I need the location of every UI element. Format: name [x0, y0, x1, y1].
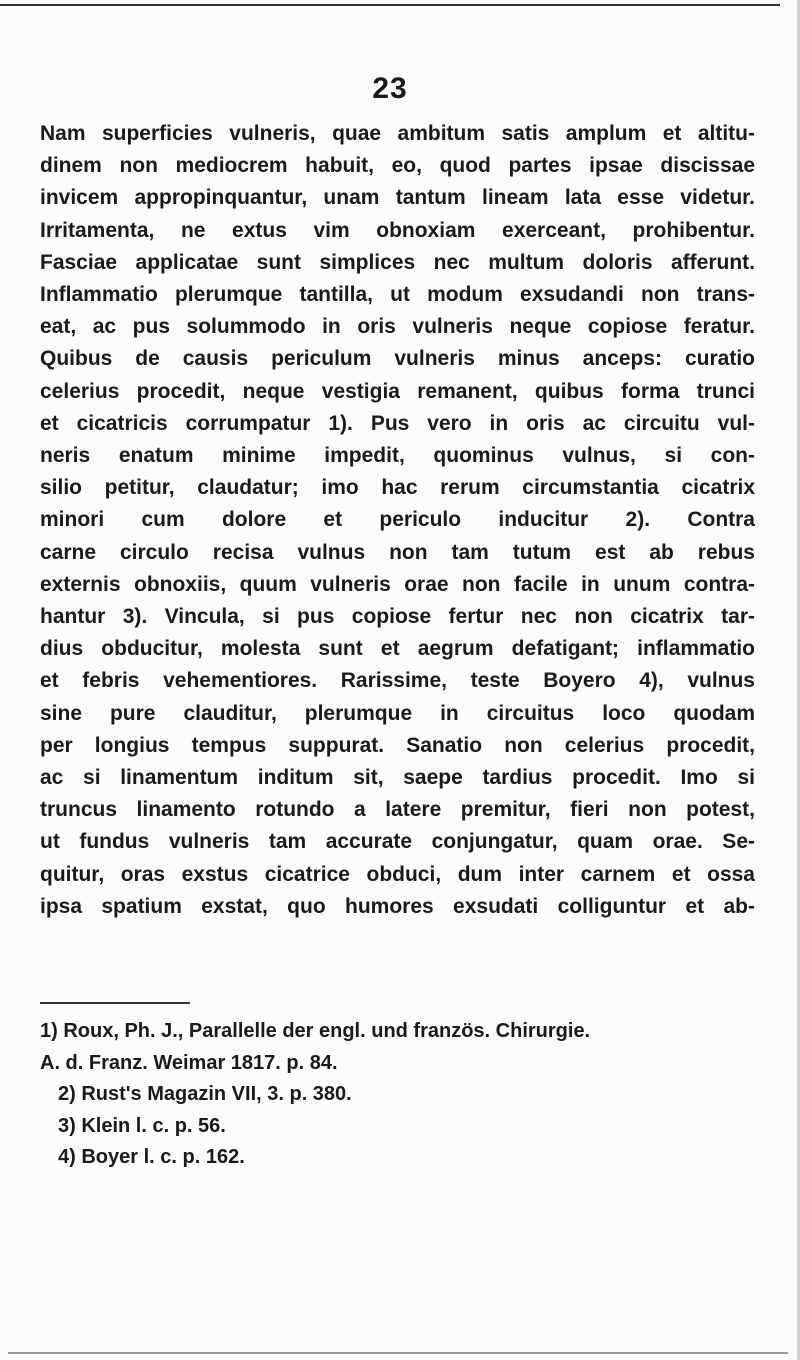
body-line: ipsa spatium exstat, quo humores exsudati colliguntur et ab-: [40, 894, 755, 918]
top-edge-rule: [0, 4, 780, 6]
footnote-item: 2) Rust's Magazin VII, 3. p. 380.: [58, 1083, 352, 1105]
body-line: Nam superficies vulneris, quae ambitum satis amplum et altitu-: [40, 122, 755, 145]
footnotes: [40, 1016, 760, 1174]
body-line: ut fundus vulneris tam accurate conjungatur, quam orae. Se-: [40, 830, 755, 854]
body-line: Fasciae applicatae sunt simplices nec multum doloris afferunt.: [40, 250, 755, 274]
body-line: carne circulo recisa vulnus non tam tutum est ab rebus: [40, 540, 755, 564]
body-line: celerius procedit, neque vestigia remanent, quibus forma trunci: [40, 379, 755, 403]
body-line: silio petitur, claudatur; imo hac rerum circumstantia cicatrix: [40, 476, 755, 500]
body-line: quitur, oras exstus cicatrice obduci, dum inter carnem et ossa: [40, 862, 755, 886]
footnote-item: 3) Klein l. c. p. 56.: [58, 1114, 226, 1137]
body-line: minori cum dolore et periculo inducitur 2). Contra: [40, 508, 755, 532]
bottom-edge-rule: [8, 1352, 788, 1354]
footnote-item: A. d. Franz. Weimar 1817. p. 84.: [40, 1051, 338, 1074]
body-line: externis obnoxiis, quum vulneris orae non facile in unum contra-: [40, 572, 755, 596]
body-line: sine pure clauditur, plerumque in circuitus loco quodam: [40, 701, 755, 725]
footnote-item: 4) Boyer l. c. p. 162.: [58, 1146, 245, 1168]
body-text: [40, 118, 755, 923]
body-line: truncus linamento rotundo a latere premitur, fieri non potest,: [40, 798, 755, 822]
body-line: per longius tempus suppurat. Sanatio non celerius procedit,: [40, 733, 755, 757]
body-line: Quibus de causis periculum vulneris minus anceps: curatio: [40, 347, 755, 371]
page-number: 23: [372, 72, 408, 105]
body-line: ac si linamentum inditum sit, saepe tardius procedit. Imo si: [40, 766, 755, 790]
body-line: dinem non mediocrem habuit, eo, quod partes ipsae discissae: [40, 154, 755, 178]
body-line: et febris vehementiores. Rarissime, teste Boyero 4), vulnus: [40, 669, 755, 693]
body-line: eat, ac pus solummodo in oris vulneris neque copiose feratur.: [40, 315, 755, 339]
footnote-item: 1) Roux, Ph. J., Parallelle der engl. und französ. Chirurgie.: [40, 1020, 591, 1042]
body-line: neris enatum minime impedit, quominus vulnus, si con-: [40, 444, 755, 468]
footnote-divider: [40, 1002, 190, 1004]
body-line: Irritamenta, ne extus vim obnoxiam exerceant, prohibentur.: [40, 218, 755, 242]
body-line: invicem appropinquantur, unam tantum lineam lata esse videtur.: [40, 186, 755, 210]
body-line: hantur 3). Vincula, si pus copiose fertur nec non cicatrix tar-: [40, 605, 755, 629]
body-line: dius obducitur, molesta sunt et aegrum defatigant; inflammatio: [40, 637, 755, 661]
body-line: Inflammatio plerumque tantilla, ut modum exsudandi non trans-: [40, 283, 755, 307]
body-line: et cicatricis corrumpatur 1). Pus vero in oris ac circuitu vul-: [40, 411, 755, 435]
